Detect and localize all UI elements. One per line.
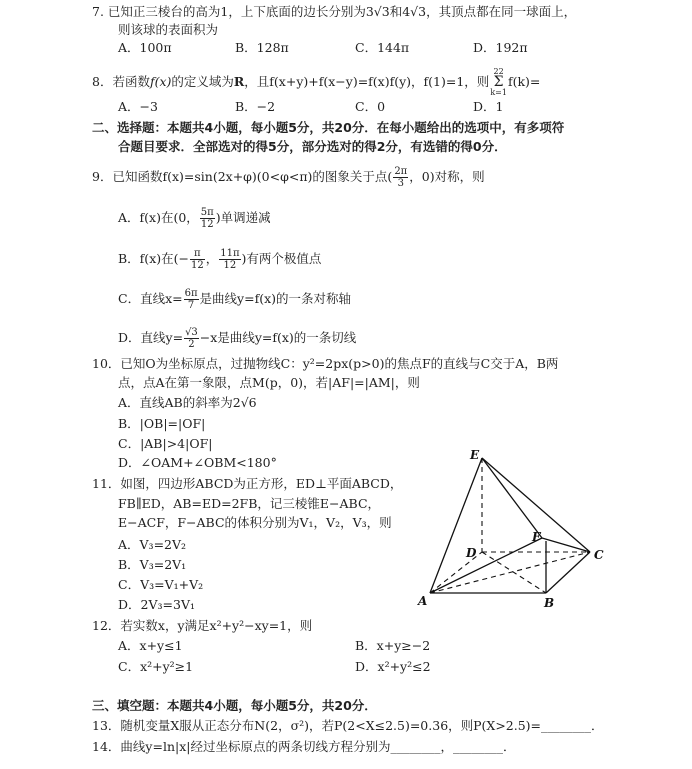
q9-a-frac-den: 12 <box>200 219 214 230</box>
q10-stem-2: 点，点A在第一象限，点M(p，0)，若|AF|=|AM|，则 <box>118 375 420 390</box>
q9-c-frac-den: 7 <box>187 300 195 311</box>
q9-option-b <box>118 248 321 271</box>
q9-d-frac-num: √3 <box>185 327 198 338</box>
q9-b-frac2-num: 11π <box>220 248 240 259</box>
q10-option-d: D．∠OAM+∠OBM<180° <box>118 455 277 470</box>
q10-option-b: B．|OB|=|OF| <box>118 416 206 431</box>
q8-sum-sigma: Σ <box>493 74 504 90</box>
q9-b-text: B．f(x)在(− <box>118 251 189 266</box>
label-b: B <box>544 596 555 610</box>
q9-d-frac-den: 2 <box>188 339 195 350</box>
edge-ac-hidden <box>430 552 590 593</box>
q9-c-text: C．直线x= <box>118 291 183 306</box>
q8-summation <box>490 68 507 97</box>
section-2-heading: 二、选择题：本题共4小题，每小题5分，共20分．在每小题给出的选项中，有多项符 <box>92 120 565 135</box>
q10-option-c: C．|AB|>4|OF| <box>118 436 213 451</box>
section-3-heading: 三、填空题：本题共4小题，每小题5分，共20分． <box>92 698 377 713</box>
q8-option-b: B．−2 <box>235 99 276 114</box>
label-f: F <box>532 530 541 544</box>
q11-option-b: B．V₃=2V₁ <box>118 557 187 572</box>
edge-db-hidden <box>482 552 546 593</box>
q8-sum-top: 22 <box>493 67 504 76</box>
q7-stem: 7. 已知正三棱台的高为1，上下底面的边长分别为3√3和4√3，其顶点都在同一球面上， <box>92 4 577 19</box>
label-c: C <box>594 548 604 562</box>
q10-option-a: A．直线AB的斜率为2√6 <box>118 395 257 410</box>
q9-a-text: A．f(x)在(0， <box>118 210 199 225</box>
q7-option-a: A．100π <box>118 40 172 55</box>
edge-bc <box>546 552 590 593</box>
q9-fraction <box>393 166 408 189</box>
q12-stem: 12．若实数x，y满足x²+y²−xy=1，则 <box>92 618 313 633</box>
q9-d-text: D．直线y= <box>118 330 184 345</box>
q9-b-comma: ， <box>205 251 219 266</box>
edge-ef <box>482 458 542 538</box>
q13-stem: 13．随机变量X服从正态分布N(2，σ²)，若P(2<X≤2.5)=0.36，则P(X>2.5)=________． <box>92 718 604 733</box>
q9-b-frac1-num: π <box>190 248 205 260</box>
q9-a-frac-num: 5π <box>200 207 214 218</box>
q8-sum-tail: f(k)= <box>507 74 541 89</box>
q8-stem-c: ，且f(x+y)+f(x−y)=f(x)f(y)，f(1)=1，则 <box>244 74 490 89</box>
q8-sum-bottom: k=1 <box>490 88 507 97</box>
q8-stem-b: 的定义域为 <box>171 74 234 89</box>
q7-option-c: C．144π <box>355 40 410 55</box>
q9-stem-a: 9．已知函数f(x)=sin(2x+φ)(0<φ<π)的图象关于点( <box>92 169 393 184</box>
q12-option-d: D．x²+y²≤2 <box>355 659 431 674</box>
q9-frac-den: 3 <box>397 178 404 189</box>
edge-af <box>430 538 542 593</box>
q7-stem-2: 则该球的表面积为 <box>118 22 219 37</box>
q11-stem: 11．如图，四边形ABCD为正方形，ED⊥平面ABCD， <box>92 476 403 491</box>
q9-b-fraction-2 <box>219 248 240 271</box>
q9-c-frac-num: 6π <box>184 288 198 299</box>
q8-stem-a: 8．若函数 <box>92 74 150 89</box>
q7-option-b: B．128π <box>235 40 289 55</box>
q9-stem-b: ，0)对称，则 <box>409 169 485 184</box>
q9-c-fraction <box>184 288 199 311</box>
edge-ea <box>430 458 482 593</box>
q9-b-fraction-1 <box>190 248 205 271</box>
q9-a-fraction <box>200 207 215 230</box>
q9-c-tail: 是曲线y=f(x)的一条对称轴 <box>199 291 351 306</box>
q11-option-d: D．2V₃=3V₁ <box>118 597 195 612</box>
q9-b-tail: )有两个极值点 <box>241 251 322 266</box>
q8-fx: f(x) <box>149 74 172 89</box>
q12-option-a: A．x+y≤1 <box>118 638 183 653</box>
q8-real-set: R <box>233 74 245 89</box>
q9-option-d <box>118 327 356 350</box>
label-a: A <box>418 594 428 608</box>
label-e: E <box>470 448 480 462</box>
q9-option-a <box>118 207 271 230</box>
q9-a-tail: )单调递减 <box>215 210 271 225</box>
label-d: D <box>466 546 477 560</box>
q10-stem: 10．已知O为坐标原点，过抛物线C：y²=2px(p>0)的焦点F的直线与C交于A，B两 <box>92 356 559 371</box>
q9-option-c <box>118 288 351 311</box>
q12-option-b: B．x+y≥−2 <box>355 638 431 653</box>
q14-stem: 14．曲线y=ln|x|经过坐标原点的两条切线方程分别为________，________． <box>92 739 516 754</box>
q9-b-frac1-den: 12 <box>190 260 204 271</box>
q9-d-fraction <box>184 327 199 350</box>
q9-stem <box>92 166 485 189</box>
q11-option-c: C．V₃=V₁+V₂ <box>118 577 204 592</box>
q11-option-a: A．V₃=2V₂ <box>118 537 187 552</box>
q9-frac-num: 2π <box>394 166 408 177</box>
q11-stem-3: E−ACF，F−ABC的体积分别为V₁，V₂，V₃，则 <box>118 515 392 530</box>
q12-option-c: C．x²+y²≥1 <box>118 659 194 674</box>
q9-b-frac2-den: 12 <box>223 260 237 271</box>
q8-option-c: C．0 <box>355 99 386 114</box>
q8-option-d: D．1 <box>473 99 504 114</box>
q9-d-tail: −x是曲线y=f(x)的一条切线 <box>199 330 357 345</box>
pyramid-figure <box>410 445 610 615</box>
q7-option-d: D．192π <box>473 40 528 55</box>
q8-stem <box>92 68 540 97</box>
q8-option-a: A．−3 <box>118 99 158 114</box>
q11-stem-2: FB∥ED，AB=ED=2FB，记三棱锥E−ABC， <box>118 496 381 511</box>
section-2-heading-2: 合题目要求．全部选对的得5分，部分选对的得2分，有选错的得0分． <box>118 139 507 154</box>
